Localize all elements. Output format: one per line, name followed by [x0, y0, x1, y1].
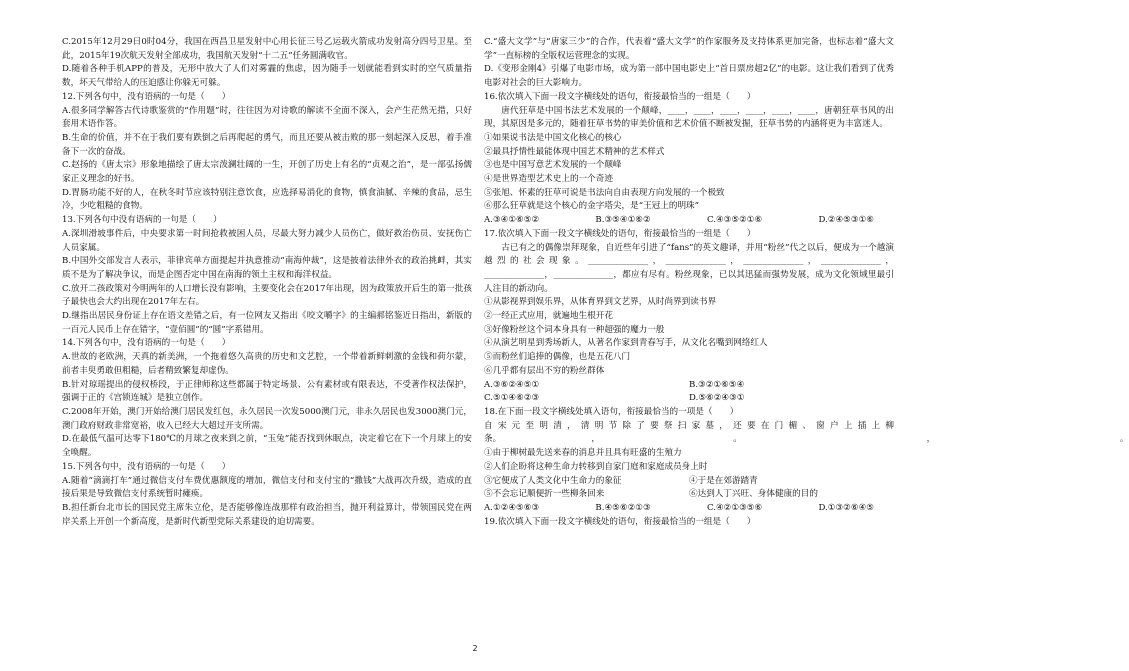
option-row [484, 379, 894, 393]
text-line: ①从影视界到娱乐界，从体育界到文艺界，从时尚界到读书界 [484, 297, 717, 308]
option-row [484, 475, 894, 489]
text-line: 18.在下面一段文字横线处填入语句，衔接最恰当的一项是（ ） [484, 406, 739, 417]
option-item: B.③②①⑥⑤④ [689, 379, 745, 390]
option-item: D.①③②⑥④⑤ [818, 502, 874, 513]
option-item: B.④⑤⑥②①③ [595, 502, 651, 513]
text-line: 唐代狂草是中国书法艺术发展的一个颠峰，____，____，____，____，____，____，唐朝狂草书风的出现，其原因是多元的，随着狂草书势的审美价值和艺术价值不断被发掘，狂草书势的内涵将更为丰富迷人。 [484, 105, 894, 130]
text-line: ②人们企盼将这种生命力转移到自家门庭和家庭成员身上时 [484, 461, 708, 472]
text-line: ③好像粉丝这个词本身具有一种超强的魔力一般 [484, 324, 665, 335]
text-line: ②最具抒情性最能体现中国艺术精神的艺术样式 [484, 146, 665, 157]
option-item: C.④③⑤②①⑥ [706, 215, 763, 226]
text-line: 古已有之的偶像崇拜现象，自近些年引进了“fans”的英文趣译，并用“粉丝”代之以后，便成为一个越演越烈的社会现象。______________，______________，______________，______________，______________，______________，都应有尽有。粉丝现象，已以其迅猛而强势发展，成为文化领域里最引人注目的新动向。 [484, 242, 894, 294]
text-line: D.在最低气温可达零下180℃的月球之夜来到之前，“玉兔”能否找到休眠点，决定着它在下一个月球上的安全唤醒。 [62, 434, 472, 459]
text-line: ⑥几乎都有层出不穷的粉丝群体 [484, 365, 605, 376]
option-item: ③它便成了人类文化中生命力的象征 [484, 475, 622, 486]
option-row [484, 502, 894, 516]
text-line: ⑤张旭、怀素的狂草可说是书法向自由表现方向发展的一个极致 [484, 187, 725, 198]
text-line: ④是世界造型艺术史上的一个奇迹 [484, 174, 613, 185]
text-line: C.2008年开始，澳门开始给澳门居民发红包，永久居民一次发5000澳门元，非永久居民也发3000澳门元，澳门政府财政非常宽裕，收入已经大大超过开支所需。 [62, 406, 472, 431]
text-line: ②一经正式应用，就遍地生根开花 [484, 311, 613, 322]
option-row [484, 392, 894, 406]
text-line: A.世故的老欧洲，天真的新美洲，一个拖着悠久高贵的历史和文艺腔，一个带着新鲜刺激的金钱和荷尔蒙，前者丰臾勇敢但粗糙，后者精致繁复却虚伪。 [62, 352, 472, 376]
option-row [484, 488, 894, 502]
text-line: 14.下列各句中，没有语病的一句是（ ） [62, 338, 231, 349]
option-item: ⑥达到人丁兴旺、身体健康的目的 [689, 489, 818, 500]
text-line: C.“盛大文学”与“唐家三少”的合作，代表着“盛大文学”的作家服务及支持体系更加完备，也标志着“盛大文学”一直标榜的全版权运营理念的实现。 [484, 37, 894, 61]
text-line: ③也是中国写意艺术发展的一个颠峰 [484, 160, 622, 171]
text-line: D.随着各种手机APP的普及，无形中放大了人们对雾霾的焦虑，因为随手一划就能看到实时的空气质量指数，坏天气带给人的压迫感让你躲无可躲。 [62, 64, 472, 89]
text-line: A.深圳滑坡事件后，中央要求第一时间抢救被困人员，尽最大努力减少人员伤亡，做好救治伤员、安抚伤亡人员家属。 [62, 228, 472, 253]
text-line: A.随着“滴滴打车”通过微信支付车费优惠额度的增加，微信支付和支付宝的“撒钱”大战再次升级，造成的直接后果是导致微信支付系统暂时瘫痪。 [62, 475, 472, 500]
text-line: B.针对琼瑶提出的侵权桥段，于正律师称这些都属于特定场景、公有素材或有限表达，不受著作权法保护，强调于正的《宫锁连城》是独立创作。 [62, 379, 472, 404]
text-line: 15.下列各句中，没有语病的一句是（ ） [62, 461, 231, 472]
text-line: ⑤而粉丝们追捧的偶像，也是五花八门 [484, 352, 631, 363]
option-item: D.②④⑤③①⑥ [818, 215, 874, 226]
right-column [484, 36, 1129, 529]
option-item: D.⑤⑥②④③① [689, 393, 745, 404]
text-line: B.生命的价值，并不在于我们要有跌倒之后再爬起的勇气，而且还要从被击败的那一刻起深入反思，着手准备下一次的奋战。 [62, 132, 472, 157]
text-line: ⑥那么狂草就是这个核心的金字塔尖，是“王冠上的明珠” [484, 201, 700, 212]
left-column [62, 36, 472, 529]
text-line: C.2015年12月29日0时04分，我国在西昌卫星发射中心用长征三号乙运载火箭成功发射高分四号卫星。至此，2015年19次航天发射全部成功，我国航天发射“十二五”任务圆满收官。 [62, 37, 472, 61]
text-line: ④从演艺明星到秀场新人，从著名作家到青春写手，从文化名嘴到网络红人 [484, 338, 768, 349]
text-line: D.继指出居民身份证上存在语文差错之后，有一位网友又指出《咬文嚼字》的主编郝铭鉴近日指出，新版的一百元人民币上存在错字，“壹佰圆”的“圆”字系错用。 [62, 311, 472, 335]
option-item: A.③⑥②④⑤① [484, 379, 540, 390]
text-line: 19.依次填入下面一段文字横线处的语句，衔接最恰当的一组是（ ） [484, 516, 756, 527]
option-item: B.③⑤④①⑥② [595, 215, 651, 226]
text-line: A.很多同学解答古代诗歌鉴赏的“作用题”时，往往因为对诗歌的解读不全面不深入，会产生茫然无措，只好套用术语作答。 [62, 105, 472, 130]
option-item: ⑤不会忘记顺便折一些柳条回来 [484, 489, 605, 500]
text-line: 17.依次填入下面一段文字横线处的语句，衔接最恰当的一组是（ ） [484, 228, 756, 239]
option-item: C.④②①③⑤⑥ [706, 502, 763, 513]
text-line: D.胃肠功能不好的人，在秋冬时节应该特别注意饮食，应选择易消化的食物，慎食油腻、辛辣的食品，忌生冷，少吃粗糙的食物。 [62, 187, 472, 212]
text-line: B.中国外交部发言人表示，菲律宾单方面提起并执意推动“南海仲裁”，这是披着法律外衣的政治挑衅，其实质不是为了解决争议，而是企图否定中国在南海的领土主权和海洋权益。 [62, 256, 472, 280]
text-line: C.放开二孩政策对今明两年的人口增长没有影响，主要变化会在2017年出现，因为政策放开后生的第一批孩子最快也会大约出现在2017年左右。 [62, 283, 472, 308]
text-line: B.担任新台北市长的国民党主席朱立伦，是否能够像连战那样有政治担当，抛开利益算计，带领国民党在两岸关系上开创一个新高度，是新时代新型党际关系建设的迫切需要。 [62, 502, 472, 527]
text-line: ①由于柳树最先送来春的消息并且具有旺盛的生殖力 [484, 448, 682, 459]
text-line: 12.下列各句中，没有语病的一句是（ ） [62, 91, 231, 102]
text-line: 自宋元至明清，清明节除了要祭扫家墓，还要在门楣、窗户上插上柳条。 ， 。 ， 。 [484, 420, 1129, 445]
text-line: 13.下列各句中没有语病的一句是（ ） [62, 215, 222, 226]
option-item: A.①②④⑤⑥③ [484, 502, 540, 513]
text-line: C.赵扬的《唐太宗》形象地描绘了唐太宗泼澜壮阔的一生，开创了历史上有名的“贞观之治”，是一部弘扬儒家正义理念的好书。 [62, 160, 472, 185]
option-item: C.⑤①④⑥②③ [484, 393, 540, 404]
text-line: ①如果说书法是中国文化核心的核心 [484, 132, 622, 143]
text-line: 16.依次填入下面一段文字横线处的语句，衔接最恰当的一组是（ ） [484, 91, 756, 102]
option-item: A.③④①⑥⑤② [484, 215, 540, 226]
page-number: 2 [472, 644, 478, 653]
option-item: ④于是在郊游踏青 [689, 475, 758, 486]
option-row [484, 214, 894, 228]
text-line: D.《变形金刚4》引爆了电影市场，成为第一部中国电影史上“首日票房超2亿”的电影。这让我们看到了优秀电影对社会的巨大影响力。 [484, 64, 894, 89]
